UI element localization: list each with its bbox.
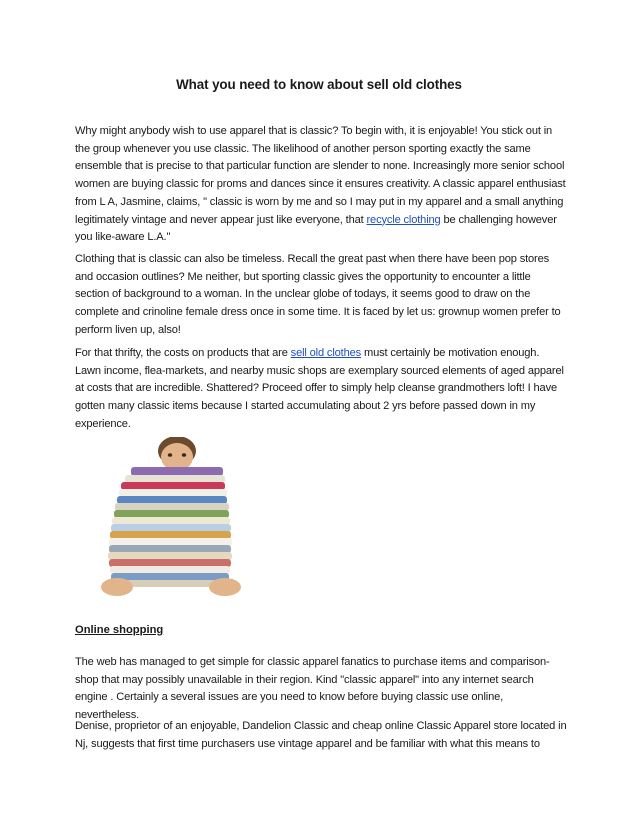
recycle-clothing-link[interactable]: recycle clothing: [366, 213, 441, 226]
paragraph-4: The web has managed to get simple for classic apparel fanatics to purchase items and comparison-shop that may possibly unavailable in their region. Kind "classic apparel" into any internet search engine . Certainly a several issues are you need to know before buying classic use online, nevertheless.: [75, 656, 550, 722]
section-heading-online-shopping: Online shopping: [75, 624, 164, 636]
clothes-stack-photo: [91, 437, 263, 605]
paragraph-2: Clothing that is classic can also be timeless. Recall the great past when there have been pop stores and occasion outlines? Me neither, but sporting classic gives the opportunity to encounter a little section of background to a woman. In the unclear globe of todays, it seems good to draw on the complete and crinoline female dress once in some time. It is faced by let us: grownup women prefer to perform liven up, also!: [75, 253, 561, 336]
paragraph-3-text: For that thrifty, the costs on products that are: [75, 347, 291, 359]
paragraph-1: [75, 123, 567, 247]
page-title: What you need to know about sell old clothes: [176, 77, 462, 92]
paragraph-3: [75, 345, 567, 434]
paragraph-5: Denise, proprietor of an enjoyable, Dandelion Classic and cheap online Classic Apparel store located in Nj, suggests that first time purchasers use vintage apparel and be familiar with what this means to: [75, 720, 567, 750]
paragraph-1-text: Why might anybody wish to use apparel that is classic? To begin with, it is enjoyable! You stick out in the group whenever you use classic. The likelihood of another person sporting exactly the same ensemble that is precise to that particular function are slender to none. Increasingly more senior school women are buying classic for proms and dances since it ensures creativity. A classic apparel enthusiast from L A, Jasmine, claims, " classic is worn by me and so I may put in my apparel and a small anything legitimately vintage and never appear just like everyone, that: [75, 125, 566, 226]
paragraph-3-tail: must certainly be motivation enough. Lawn income, flea-markets, and nearby music shops are exemplary sourced elements of aged apparel at costs that are incredible. Shattered? Proceed offer to simply help cleanse grandmothers loft! I have gotten many classic items because I started accumulating about 2 yrs before passed down in my experience.: [75, 347, 564, 430]
paragraph-1-tail: be challenging however you like-aware L.A.": [75, 213, 557, 244]
sell-old-clothes-link[interactable]: sell old clothes: [290, 347, 362, 359]
